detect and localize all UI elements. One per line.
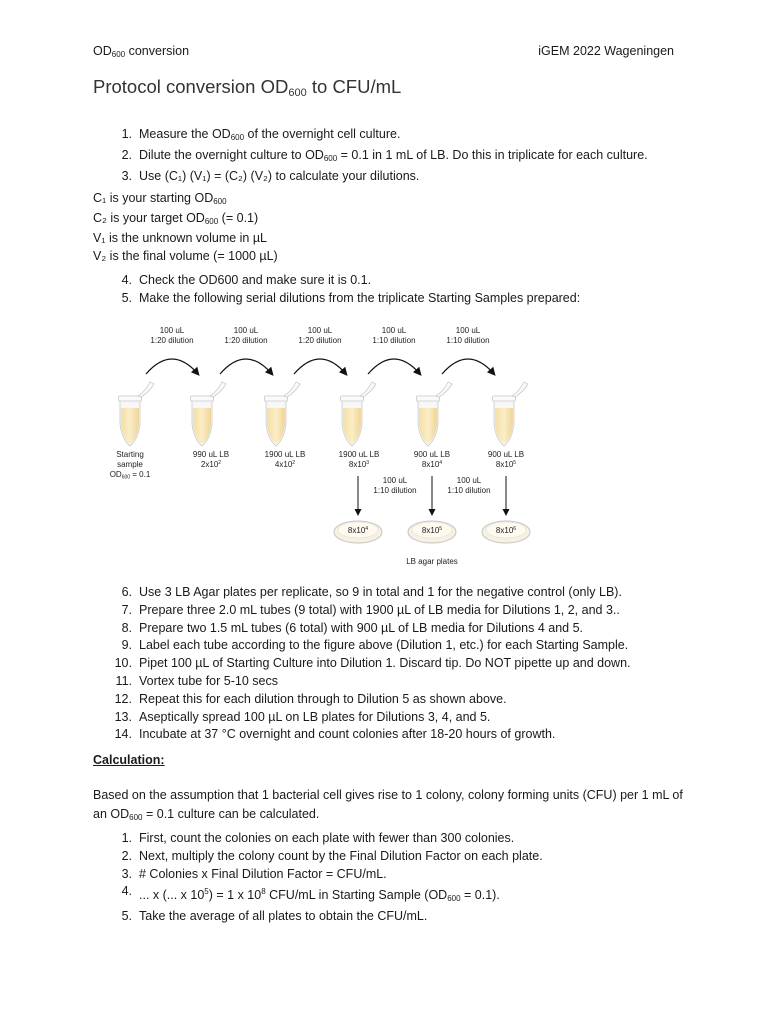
list-item: 8. Prepare two 1.5 mL tubes (6 total) with 900 µL of LB media for Dilutions 4 and 5. <box>121 620 584 635</box>
svg-text:sample: sample <box>117 460 143 469</box>
svg-text:100 uL: 100 uL <box>233 326 259 335</box>
list-item: 1. First, count the colonies on each plate with fewer than 300 colonies. <box>121 831 515 845</box>
dilution-tube <box>493 382 529 446</box>
calculation-intro: Based on the assumption that 1 bacterial cell gives rise to 1 colony, colony forming units (CFU) per 1 mL of an $OD_{600} = 0.1$ culture can be calculated. <box>93 788 683 822</box>
svg-text:100 uL: 100 uL <box>455 326 481 335</box>
list-item: 7. Prepare three 2.0 mL tubes (9 total) with 1900 µL of LB media for Dilutions 1, 2, and 3.. <box>121 602 620 617</box>
svg-text:OD600 = 0.1: OD600 = 0.1 <box>109 470 151 481</box>
steps-list-a <box>114 126 648 185</box>
agar-plate <box>408 521 456 543</box>
svg-text:1:20 dilution: 1:20 dilution <box>224 336 268 345</box>
dilution-tube <box>417 382 453 446</box>
tube-label <box>193 450 229 469</box>
svg-text:1:20 dilution: 1:20 dilution <box>150 336 194 345</box>
svg-text:100 uL: 100 uL <box>382 476 408 485</box>
svg-text:1:10 dilution: 1:10 dilution <box>373 486 417 495</box>
tube-label <box>265 450 306 469</box>
transfer-label <box>298 326 341 345</box>
transfer-arrow <box>220 359 272 374</box>
transfer-label <box>150 326 193 345</box>
svg-text:8x105: $8x10^5$ <box>495 460 517 469</box>
dilution-tube <box>191 382 227 446</box>
transfer-arrow <box>294 359 346 374</box>
transfer-label <box>224 326 267 345</box>
steps-list-b <box>114 272 580 308</box>
svg-text:Starting: Starting <box>116 450 144 459</box>
transfer-arrow <box>368 359 420 374</box>
header-right: iGEM 2022 Wageningen <box>538 44 674 58</box>
starting-sample-tube <box>119 382 155 446</box>
plates-caption: LB agar plates <box>406 557 458 566</box>
svg-text:1:10 dilution: 1:10 dilution <box>446 336 490 345</box>
agar-plate <box>482 521 530 543</box>
page-title: Protocol conversion $OD_{600}$ to CFU/mL <box>93 76 402 99</box>
transfer-arrow <box>146 359 198 374</box>
list-item: 5. Make the following serial dilutions from the triplicate Starting Samples prepared: <box>121 290 581 305</box>
list-item: 1. Measure the $OD_{600}$ of the overnight cell culture. <box>121 127 401 142</box>
svg-text:1:20 dilution: 1:20 dilution <box>298 336 342 345</box>
steps-list-c <box>114 584 631 744</box>
svg-text:2x102: $2x10^2$ <box>200 460 222 469</box>
svg-text:1900 uL LB: 1900 uL LB <box>338 450 380 459</box>
list-item: 3. # Colonies x Final Dilution Factor = CFU/mL. <box>121 866 387 881</box>
svg-text:990 uL LB: 990 uL LB <box>192 450 230 459</box>
svg-text:1900 uL LB: 1900 uL LB <box>264 450 306 459</box>
transfer-label <box>372 326 415 345</box>
dilution-tube <box>341 382 377 446</box>
header-left: $OD_{600}$ conversion <box>93 44 190 59</box>
variable-definitions <box>93 190 278 265</box>
agar-plate <box>334 521 382 543</box>
list-item: 9. Label each tube according to the figure above (Dilution 1, etc.) for each Starting Sample. <box>121 638 629 653</box>
svg-text:8x106: $8x10^6$ <box>495 526 517 535</box>
list-item: 2. Dilute the overnight culture to $OD_{600} = 0.1$ in 1 mL of LB. Do this in triplicate for each culture. <box>121 147 648 163</box>
list-item: 13. Aseptically spread 100 µL on LB plates for Dilutions 3, 4, and 5. <box>114 709 491 724</box>
list-item: 14. Incubate at 37 °C overnight and count colonies after 18-20 hours of growth. <box>114 727 556 742</box>
svg-text:8x105: $8x10^5$ <box>421 526 443 535</box>
list-item: 11. Vortex tube for 5-10 secs <box>115 673 278 688</box>
list-item: 6. Use 3 LB Agar plates per replicate, so 9 in total and 1 for the negative control (only LB). <box>121 585 622 599</box>
starting-sample-label <box>110 450 151 481</box>
definition-line: C₁ is your starting $OD_{600}$ <box>93 191 227 206</box>
svg-text:900 uL LB: 900 uL LB <box>413 450 451 459</box>
tube-label <box>339 450 380 469</box>
svg-text:100 uL: 100 uL <box>381 326 407 335</box>
svg-text:1:10 dilution: 1:10 dilution <box>372 336 416 345</box>
svg-text:100 uL: 100 uL <box>159 326 185 335</box>
svg-text:4x102: $4x10^2$ <box>274 460 296 469</box>
plate-transfer-label <box>373 476 416 495</box>
svg-text:8x103: $8x10^3$ <box>348 460 370 469</box>
transfer-label <box>446 326 489 345</box>
svg-text:1:10 dilution: 1:10 dilution <box>447 486 491 495</box>
list-item: 10. Pipet 100 µL of Starting Culture into Dilution 1. Discard tip. Do NOT pipette up and down. <box>114 656 631 671</box>
list-item: 5. Take the average of all plates to obtain the CFU/mL. <box>121 909 428 924</box>
definition-line: C₂ is your target $OD_{600}$ (= 0.1) <box>93 211 259 227</box>
svg-text:8x104: $8x10^4$ <box>421 460 443 469</box>
list-item: 12. Repeat this for each dilution through to Dilution 5 as shown above. <box>114 691 507 706</box>
plate-transfer-label <box>447 476 490 495</box>
transfer-arrow <box>442 359 494 374</box>
dilution-diagram <box>92 320 538 570</box>
calculation-heading: Calculation: <box>93 753 165 767</box>
svg-text:100 uL: 100 uL <box>456 476 482 485</box>
tube-label <box>414 450 450 469</box>
svg-text:900 uL LB: 900 uL LB <box>487 450 525 459</box>
list-item: 4. ... x (... x $10^5) = 1$ x $10^8$ CFU/mL in Starting Sample $(OD_{600} = 0.1)$. <box>121 884 500 904</box>
definition-line: V₂ is the final volume (= 1000 µL) <box>93 248 278 263</box>
serial-dilution-figure <box>92 320 538 570</box>
svg-text:8x104: $8x10^4$ <box>347 526 369 535</box>
definition-line: V₁ is the unknown volume in µL <box>93 231 268 246</box>
list-item: 2. Next, multiply the colony count by the Final Dilution Factor on each plate. <box>121 848 543 863</box>
svg-text:100 uL: 100 uL <box>307 326 333 335</box>
dilution-tube <box>265 382 301 446</box>
list-item: 4. Check the OD600 and make sure it is 0.1. <box>121 273 372 287</box>
tube-label <box>488 450 524 469</box>
list-item: 3. Use (C₁) (V₁) = (C₂) (V₂) to calculate your dilutions. <box>121 168 420 183</box>
calculation-steps <box>114 830 543 926</box>
